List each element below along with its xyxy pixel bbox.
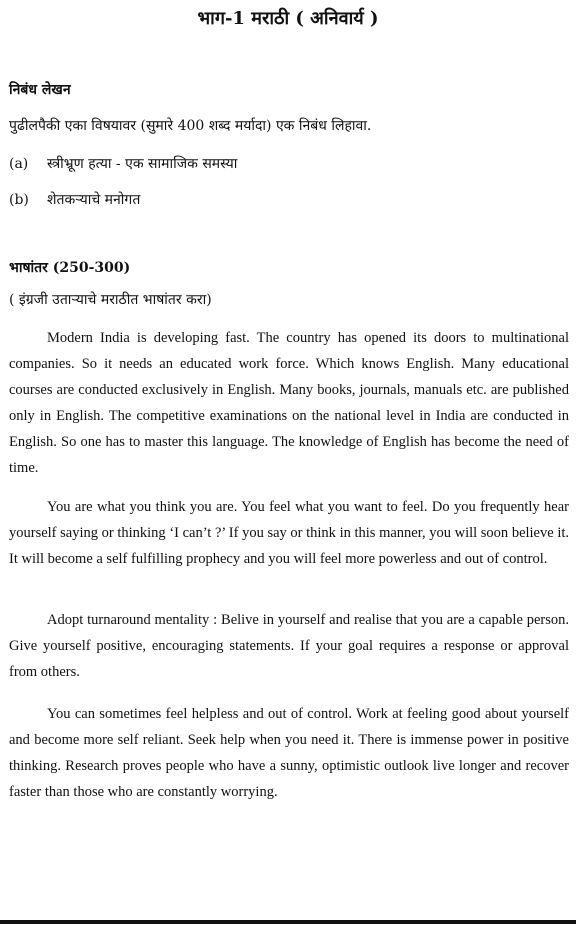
translation-instruction: ( इंग्रजी उताऱ्याचे मराठीत भाषांतर करा)	[9, 292, 212, 308]
topic-text: शेतकऱ्याचे मनोगत	[47, 192, 141, 208]
topic-marker: (a)	[9, 156, 29, 172]
translation-section-heading: भाषांतर (250-300)	[9, 260, 131, 276]
essay-topic-a	[9, 154, 237, 173]
translation-paragraph-2: You are what you think you are. You feel what you want to feel. Do you frequently hear yourself saying or thinking ‘I can’t ?’ If you say or think in this manner, you will soon believe it. It will become a self fulfilling prophecy and you will feel more powerless and out of control.	[9, 499, 569, 567]
translation-paragraph-1: Modern India is developing fast. The country has opened its doors to multinational companies. So it needs an educated work force. Which knows English. Many educational courses are conducted exclusively in English. Many books, journals, manuals etc. are published only in English. The competitive examinations on the national level in India are conducted in English. So one has to master this language. The knowledge of English has become the need of time.	[9, 330, 569, 476]
topic-marker: (b)	[9, 192, 29, 208]
bottom-divider	[0, 920, 576, 924]
topic-text: स्त्रीभ्रूण हत्या - एक सामाजिक समस्या	[47, 156, 238, 172]
page-title: भाग-1 मराठी ( अनिवार्य )	[197, 8, 379, 29]
essay-topic-b	[9, 190, 140, 209]
translation-paragraph-4: You can sometimes feel helpless and out of control. Work at feeling good about yourself and become more self reliant. Seek help when you need it. There is immense power in positive thinking. Research proves people who have a sunny, optimistic outlook live longer and recover faster than those who are constantly worrying.	[9, 706, 569, 800]
essay-instruction: पुढीलपैकी एका विषयावर (सुमारे 400 शब्द मर्यादा) एक निबंध लिहावा.	[9, 118, 372, 134]
essay-section-heading: निबंध लेखन	[9, 82, 71, 98]
translation-paragraph-3: Adopt turnaround mentality : Belive in yourself and realise that you are a capable person. Give yourself positive, encouraging statements. If your goal requires a response or approval from others.	[9, 612, 569, 680]
